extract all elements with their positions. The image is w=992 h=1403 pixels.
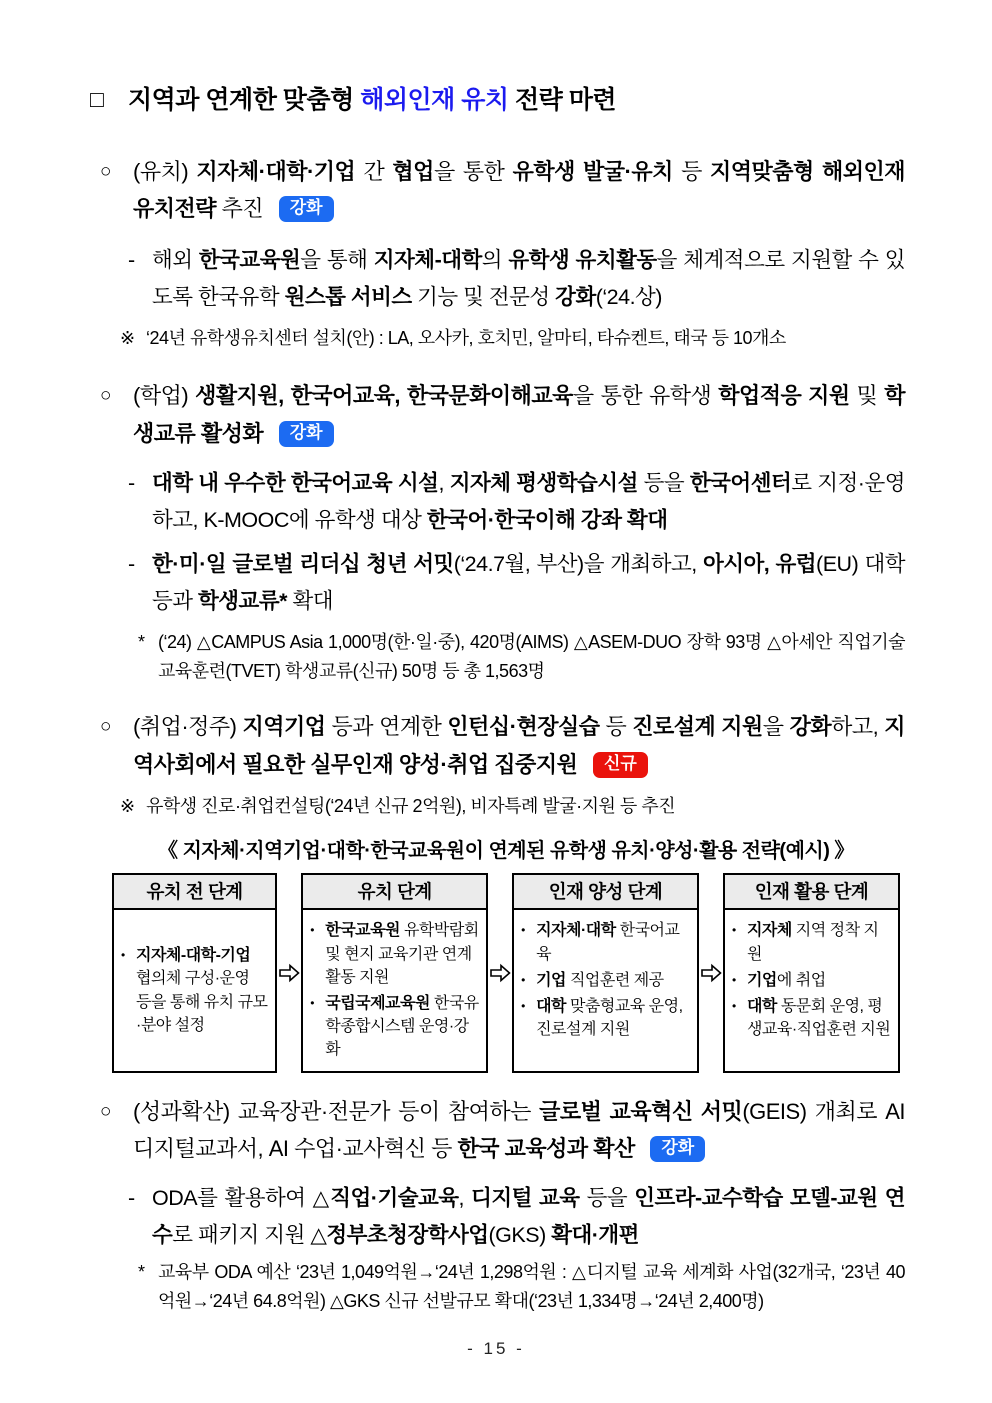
text-segment: 하고,: [831, 714, 885, 740]
text-segment: 한국어교육: [536, 922, 680, 963]
bullet-academics: [100, 377, 905, 453]
text-segment: (‘24.7월, 부산)을 개최하고,: [453, 552, 703, 577]
circle-bullet-icon: ○: [100, 160, 111, 182]
subitem-oda-package: [128, 1180, 905, 1254]
text-segment: 유학박람회 및 현지 교육기관 연계 활동 지원: [325, 922, 483, 986]
right-arrow-icon: [699, 873, 723, 1072]
text-segment: 디지털 교육: [471, 1186, 580, 1211]
right-arrow-icon: [277, 873, 301, 1072]
text-segment: 협의체 구성·운영 등을 통해 유치 규모·분야 설정: [136, 947, 268, 1034]
list-item: [732, 969, 891, 992]
text-segment: 간: [355, 158, 393, 184]
text-segment: 강화: [789, 714, 832, 740]
text-segment: 유학생 발굴·유치: [512, 158, 673, 184]
bullet-employment-settlement: [100, 708, 905, 784]
list-item: [732, 995, 891, 1041]
stage-talent-development-header: 인재 양성 단계: [514, 875, 697, 910]
bullet-academics-text: [133, 377, 905, 453]
stage-pre-recruitment: [112, 873, 277, 1072]
text-segment: 한·미·일 글로벌 리더십 청년 서밋: [152, 552, 454, 577]
footnote-career-consulting: [120, 792, 905, 821]
subitem-oda-package-text: [152, 1180, 905, 1254]
bullet-recruitment-text: [133, 153, 911, 229]
text-segment: 로 패키지 지원: [172, 1223, 311, 1248]
hollow-square-icon: □: [90, 86, 104, 112]
text-segment: (GKS): [488, 1223, 552, 1248]
text-segment: 대학 내 우수한 한국어교육 시설: [152, 470, 439, 495]
text-segment: [635, 1136, 641, 1161]
text-segment: 강화: [555, 285, 596, 310]
text-segment: 기능 및 전문성: [411, 285, 556, 310]
text-segment: (취업·정주): [133, 714, 243, 740]
figure-title: 《 지자체·지역기업·대학·한국교육원이 연계된 유학생 유치·양성·활용 전략(예시) 》: [158, 840, 854, 863]
text-segment: (학업): [133, 382, 196, 408]
text-segment: ODA를 활용하여: [152, 1186, 313, 1211]
text-segment: 글로벌 교육혁신 서밋: [539, 1098, 743, 1124]
text-segment: 인턴십·현장실습: [447, 714, 600, 740]
text-segment: 생활지원, 한국어교육, 한국문화이해교육: [195, 382, 573, 408]
text-segment: 아시아, 유럽: [702, 552, 817, 577]
dot-bullet-icon: •: [121, 948, 125, 963]
text-segment: 등을: [579, 1186, 635, 1211]
stage-talent-utilization-body: [725, 910, 898, 1070]
text-segment: 지자체: [746, 922, 792, 940]
list-item-text: [747, 969, 891, 992]
text-segment: 확대·개편: [551, 1223, 639, 1248]
text-segment: 을 체계적으로 지원할 수 있도록 한국유학: [152, 248, 905, 310]
status-badge: 신규: [593, 752, 648, 778]
text-segment: (성과확산) 교육장관·전문가 등이 참여하는: [133, 1098, 540, 1124]
text-segment: (‘24.상): [595, 285, 662, 310]
asterisk-mark-icon: *: [138, 1262, 145, 1283]
circle-bullet-icon: ○: [100, 1100, 111, 1122]
list-item: [521, 995, 690, 1041]
text-segment: 대학: [536, 998, 567, 1016]
stage-talent-development: [512, 873, 699, 1072]
text-segment: 해외: [152, 248, 199, 273]
text-segment: 등: [599, 714, 633, 740]
list-item: [310, 919, 483, 989]
text-segment: 한국어센터: [689, 470, 792, 495]
dot-bullet-icon: •: [731, 999, 736, 1014]
subitem-korean-language-centers: [128, 465, 905, 539]
text-segment: 지역맞춤형 해외인재 유치전략: [133, 158, 911, 222]
text-segment: (‘24) △CAMPUS Asia 1,000명(한·일·중), 420명(AIMS) △ASEM-DUO 장학 93명 △아세안 직업기술교육훈련(TVET) 학생교류(신규) 50명 등 총 1,563명: [158, 632, 905, 682]
status-badge: 강화: [650, 1136, 705, 1162]
text-segment: 에 취업: [776, 971, 826, 989]
footnote-student-exchange: [138, 628, 905, 686]
text-segment: (GEIS) 개최로 AI 디지털교과서, AI 수업·교사혁신 등: [133, 1098, 911, 1162]
subitem-korean-language-centers-text: [152, 465, 905, 539]
text-segment: 협업: [392, 158, 434, 184]
text-segment: 등: [672, 158, 711, 184]
list-item-text: [136, 944, 268, 1037]
text-segment: 학생교류*: [198, 589, 287, 614]
text-segment: 유학생 유치활동: [508, 248, 657, 273]
text-segment: 지역 정착 지원: [746, 922, 879, 963]
text-segment: 국립국제교육원: [325, 995, 430, 1013]
circle-bullet-icon: ○: [100, 716, 111, 738]
circle-bullet-icon: ○: [100, 384, 111, 406]
reference-mark-icon: ※: [120, 328, 135, 349]
list-item-text: [536, 969, 690, 992]
text-segment: 학생교류 활성화: [133, 382, 905, 446]
text-segment: (EU) 대학 등과: [152, 552, 911, 614]
dot-bullet-icon: •: [521, 999, 525, 1014]
text-segment: 지역사회에서 필요한 실무인재 양성·취업 집중지원: [133, 714, 905, 777]
text-segment: 기업: [536, 971, 567, 989]
text-segment: 진로설계 지원: [632, 714, 763, 740]
dash-bullet-icon: -: [128, 470, 135, 495]
text-segment: 확대: [286, 589, 333, 614]
text-segment: 학업적응 지원: [718, 382, 850, 408]
list-item-text: [536, 995, 690, 1041]
dot-bullet-icon: •: [310, 923, 314, 938]
text-segment: [263, 421, 269, 446]
subitem-youth-summit-text: [152, 546, 911, 620]
text-segment: 한국 교육성과 확산: [457, 1136, 635, 1162]
text-segment: 기업: [746, 971, 777, 989]
list-item-text: [747, 919, 891, 965]
text-segment: 한국교육원: [198, 248, 301, 273]
dash-bullet-icon: -: [128, 552, 135, 577]
status-badge: 강화: [279, 196, 334, 222]
dot-bullet-icon: •: [731, 972, 736, 987]
dot-bullet-icon: •: [521, 972, 525, 987]
text-segment: 지자체 평생학습시설: [449, 470, 638, 495]
text-segment: 등과 연계한: [325, 714, 448, 740]
text-segment: 을: [762, 714, 790, 740]
text-segment: 지자체·대학: [536, 922, 616, 940]
subitem-youth-summit: [128, 546, 911, 620]
list-item: [521, 969, 690, 992]
text-segment: 원스톱 서비스: [284, 285, 412, 310]
text-segment: 대학: [746, 998, 777, 1016]
stage-recruitment: [301, 873, 488, 1072]
list-item: [521, 919, 690, 965]
text-segment: 전략 마련: [508, 86, 617, 114]
text-segment: 동문회 운영, 평생교육·직업훈련 지원: [746, 998, 891, 1039]
asterisk-mark-icon: *: [138, 632, 145, 653]
list-item-text: [536, 919, 690, 965]
stage-talent-development-body: [514, 910, 697, 1070]
reference-mark-icon: ※: [120, 795, 135, 816]
text-segment: ,: [458, 1186, 472, 1211]
text-segment: 의: [481, 248, 509, 273]
text-segment: ,: [438, 470, 450, 495]
text-segment: 지역과 연계한 맞춤형: [128, 86, 361, 114]
stage-recruitment-body: [303, 910, 486, 1070]
text-segment: (유치): [133, 158, 197, 184]
text-segment: 을 통한: [433, 158, 513, 184]
bullet-employment-settlement-text: [133, 708, 905, 784]
text-segment: 한국유학종합시스템 운영·강화: [325, 995, 479, 1059]
text-segment: △직업·기술교육: [312, 1186, 459, 1211]
text-segment: 인프라-교수학습 모델-교원 연수: [152, 1186, 905, 1248]
footnote-student-exchange-text: [158, 628, 905, 686]
subitem-korean-education-centers: [128, 242, 905, 316]
text-segment: 교육부 ODA 예산 ‘23년 1,049억원→‘24년 1,298억원 : △디지털 교육 세계화 사업(32개국, ‘23년 40억원→‘24년 64.8억원) △GKS 신규 선발규모 확대(‘23년 1,334명→‘24년 2,400명): [158, 1262, 905, 1311]
subitem-korean-education-centers-text: [152, 242, 905, 316]
text-segment: 지자체-대학: [373, 248, 482, 273]
text-segment: 및: [849, 382, 885, 408]
dash-bullet-icon: -: [128, 1186, 135, 1211]
figure-stages-row: [112, 873, 900, 1072]
section-heading: [90, 84, 905, 117]
footnote-career-consulting-text: [146, 792, 905, 821]
list-item: [310, 992, 479, 1062]
footnote-recruitment-centers: [120, 324, 905, 353]
text-segment: [577, 752, 583, 777]
bullet-performance-spread: [100, 1093, 911, 1169]
status-badge: 강화: [279, 421, 334, 447]
footnote-oda-budget-text: [158, 1258, 905, 1316]
text-segment: 한국어·한국이해 강좌 확대: [426, 507, 668, 532]
list-item-text: [747, 995, 891, 1041]
stage-talent-utilization: [723, 873, 900, 1072]
section-heading-text: [128, 84, 905, 117]
text-segment: △정부초청장학사업: [310, 1223, 489, 1248]
stage-talent-utilization-header: 인재 활용 단계: [725, 875, 898, 910]
text-segment: ‘24년 유학생유치센터 설치(안) : LA, 오사카, 호치민, 알마티, 타슈켄트, 태국 등 10개소: [146, 328, 786, 349]
text-segment: 지역기업: [242, 714, 326, 740]
stage-pre-recruitment-body: [114, 910, 275, 1070]
text-segment: 지자체·대학·기업: [196, 158, 356, 184]
stage-recruitment-header: 유치 단계: [303, 875, 486, 910]
dot-bullet-icon: •: [521, 923, 525, 938]
bullet-performance-spread-text: [133, 1093, 911, 1169]
page-number: - 15 -: [467, 1339, 525, 1358]
text-segment: 등을: [637, 470, 690, 495]
text-segment: 맞춤형교육 운영, 진로설계 지원: [536, 998, 687, 1039]
text-segment: 을 통해: [300, 248, 374, 273]
dash-bullet-icon: -: [128, 248, 135, 273]
list-item-text: [325, 992, 479, 1062]
right-arrow-icon: [488, 873, 512, 1072]
text-segment: 한국교육원: [325, 922, 401, 940]
text-segment: 해외인재 유치: [360, 86, 509, 114]
text-segment: 추진: [216, 196, 269, 222]
list-item: [121, 944, 268, 1037]
text-segment: 유학생 진로·취업컨설팅(‘24년 신규 2억원), 비자특례 발굴·지원 등 추진: [146, 795, 676, 816]
footnote-oda-budget: [138, 1258, 905, 1316]
list-item-text: [325, 919, 483, 989]
text-segment: 직업훈련 제공: [566, 971, 664, 989]
footnote-recruitment-centers-text: [146, 324, 905, 353]
text-segment: 로 지정·운영하고, K-MOOC에 유학생 대상: [152, 470, 905, 532]
dot-bullet-icon: •: [310, 996, 314, 1011]
text-segment: 지자체-대학-기업: [136, 947, 251, 965]
text-segment: 을 통한 유학생: [572, 382, 719, 408]
dot-bullet-icon: •: [731, 923, 736, 938]
strategy-figure: [112, 834, 900, 1072]
stage-pre-recruitment-header: 유치 전 단계: [114, 875, 275, 910]
bullet-recruitment: [100, 153, 911, 229]
list-item: [732, 919, 891, 965]
